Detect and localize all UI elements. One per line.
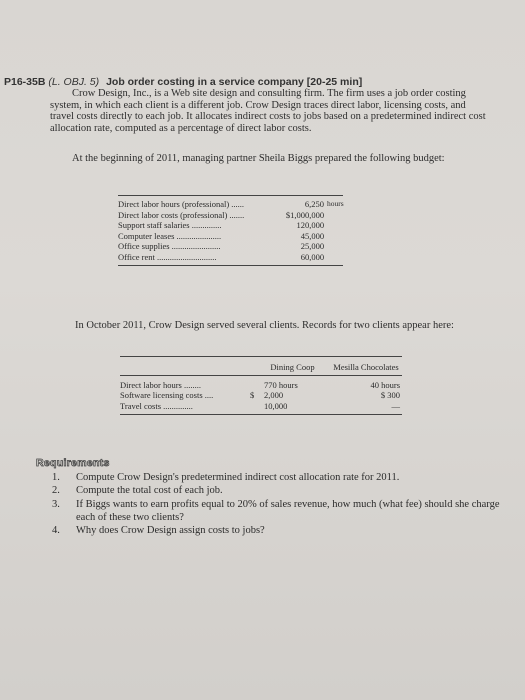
budget-row (118, 241, 343, 252)
budget-row (118, 220, 343, 231)
budget-unit (324, 231, 343, 242)
requirement-text: If Biggs wants to earn profits equal to 20% of sales revenue, how much (what fee) should she charge each of these two clients? (76, 498, 500, 523)
row-label: Software licensing costs .... (120, 390, 214, 400)
budget-row (118, 210, 343, 221)
budget-label: Computer leases ..................... (118, 230, 222, 241)
budget-value: $1,000,000 (285, 209, 325, 220)
client-header-dining-coop: Dining Coop (270, 362, 315, 372)
mesilla-value: $ 300 (380, 390, 400, 400)
problem-number: P16-35B (4, 76, 46, 88)
requirement-item (52, 524, 512, 537)
budget-label: Direct labor hours (professional) ...... (118, 199, 245, 209)
client-header-mesilla: Mesilla Chocolates (333, 362, 399, 372)
mesilla-value: — (391, 400, 400, 411)
table-row (120, 401, 402, 412)
requirement-number: 1. (52, 472, 60, 483)
dining-coop-value: 770 hours (264, 379, 298, 390)
requirement-number: 2. (52, 485, 60, 497)
problem-heading (4, 76, 504, 88)
row-label: Travel costs .............. (120, 400, 193, 411)
intro-paragraph: Crow Design, Inc., is a Web site design and consulting firm. The firm uses a job order costing system, in which each client is a different job. Crow Design traces direct labor, licensing costs, and travel costs directly to each job. It allocates indirect costs to jobs based on a predetermined indirect cost allocation rate, computed as a percentage of direct labor costs. (50, 88, 486, 134)
table-row (120, 380, 402, 391)
budget-unit (324, 210, 343, 221)
row-label: Direct labor hours ........ (120, 379, 201, 390)
budget-label: Support staff salaries .............. (118, 220, 222, 231)
mesilla-value: 40 hours (370, 379, 400, 390)
budget-row (118, 199, 343, 210)
budget-table (118, 195, 343, 266)
problem-title: Job order costing in a service company [20-25 min] (106, 76, 363, 88)
budget-unit (324, 220, 343, 231)
budget-row (118, 252, 343, 263)
budget-label: Office rent ............................ (118, 251, 217, 262)
budget-label: Direct labor costs (professional) ....... (118, 209, 245, 220)
requirement-text: Compute Crow Design's predetermined indirect cost allocation rate for 2011. (76, 472, 400, 483)
budget-unit: hours (327, 199, 344, 208)
requirement-text: Compute the total cost of each job. (76, 485, 223, 497)
requirement-item (52, 484, 512, 497)
requirement-text: Why does Crow Design assign costs to jobs? (76, 525, 265, 537)
requirements-list (52, 471, 512, 537)
requirement-item (52, 471, 512, 484)
budget-value: 60,000 (300, 251, 325, 262)
budget-unit (324, 241, 343, 252)
dollar-sign (250, 380, 258, 391)
budget-value: 45,000 (300, 230, 325, 241)
learning-objective: (L. OBJ. 5) (48, 76, 100, 88)
requirement-item (52, 498, 512, 525)
budget-unit (324, 252, 343, 263)
dollar-sign: $ (250, 390, 255, 400)
clients-header-row (120, 357, 402, 375)
requirements-title: Requirements (36, 457, 110, 469)
budget-value: 6,250 (304, 199, 324, 209)
budget-value: 120,000 (296, 220, 325, 231)
budget-row (118, 231, 343, 242)
budget-intro-paragraph: At the beginning of 2011, managing partner Sheila Biggs prepared the following budget: (72, 153, 445, 164)
budget-value: 25,000 (300, 241, 325, 252)
clients-intro-paragraph: In October 2011, Crow Design served several clients. Records for two clients appear here: (75, 320, 454, 331)
dollar-sign (250, 401, 258, 412)
dining-coop-value: 10,000 (264, 400, 288, 411)
table-row (120, 390, 402, 401)
requirement-number: 4. (52, 525, 60, 537)
requirement-number: 3. (52, 498, 60, 510)
dining-coop-value: 2,000 (264, 390, 284, 400)
clients-table (120, 356, 402, 415)
budget-label: Office supplies ....................... (118, 241, 221, 252)
